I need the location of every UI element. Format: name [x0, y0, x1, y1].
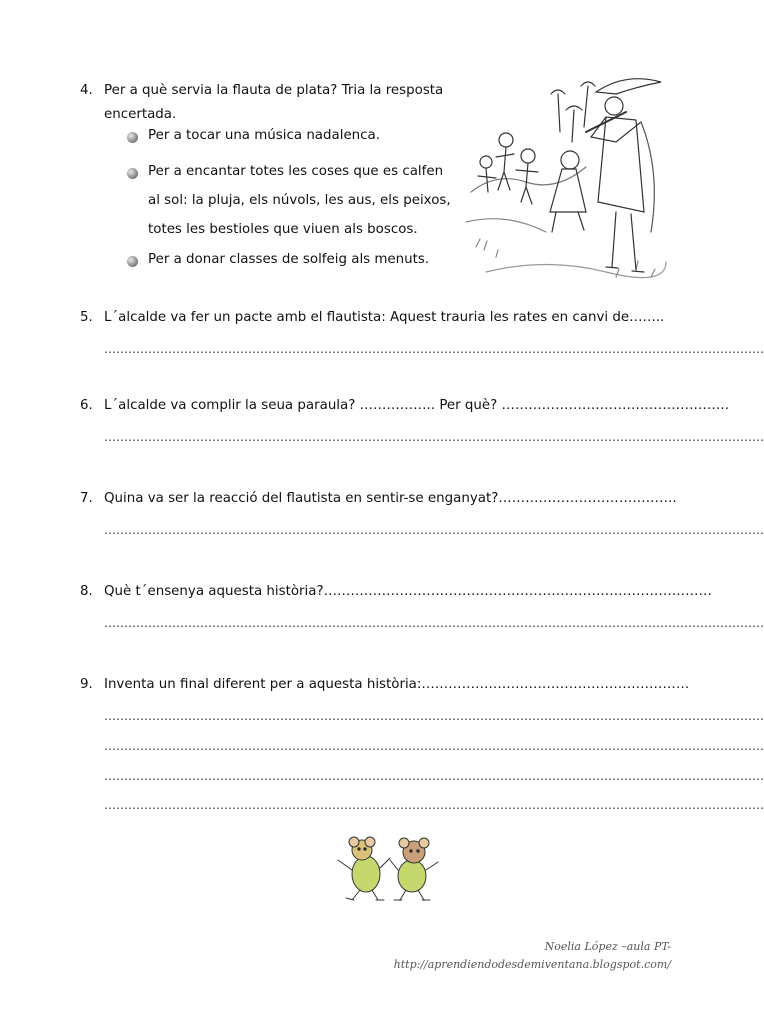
answer-line[interactable]: …………………………………………………………………………………………………………………………………………………	[104, 523, 764, 537]
question-6-text: L´alcalde va complir la seua paraula? …………….. Per què? ……………………………………………	[104, 398, 730, 413]
answer-line[interactable]: …………………………………………………………………………………………………………………………………………………	[104, 342, 764, 356]
question-8-text: Què t´ensenya aquesta història?……………………………………………………………………………	[104, 584, 712, 599]
question-9-number: 9.	[80, 677, 93, 692]
option-1: Per a tocar una música nadalenca.	[148, 128, 380, 143]
bullet-icon	[127, 132, 138, 143]
bullet-icon	[127, 168, 138, 179]
bullet-icon	[127, 256, 138, 267]
question-7-number: 7.	[80, 491, 93, 506]
answer-line[interactable]: …………………………………………………………………………………………………………………………………………………	[104, 769, 764, 783]
footer-author: Noelia López –aula PT-	[544, 940, 671, 953]
option-2-cont2: totes les bestioles que viuen als boscos.	[148, 222, 418, 237]
option-2-cont: al sol: la pluja, els núvols, les aus, els peixos,	[148, 193, 451, 208]
question-8-number: 8.	[80, 584, 93, 599]
question-5-number: 5.	[80, 310, 93, 325]
option-3: Per a donar classes de solfeig als menuts.	[148, 252, 430, 267]
answer-line[interactable]: …………………………………………………………………………………………………………………………………………………	[104, 739, 764, 753]
question-4-text-cont: encertada.	[104, 107, 177, 122]
answer-line[interactable]: …………………………………………………………………………………………………………………………………………………	[104, 430, 764, 444]
question-4-text: Per a què servia la flauta de plata? Tria la resposta	[104, 83, 444, 98]
answer-line[interactable]: …………………………………………………………………………………………………………………………………………………	[104, 616, 764, 630]
answer-line[interactable]: …………………………………………………………………………………………………………………………………………………	[104, 709, 764, 723]
question-6-number: 6.	[80, 398, 93, 413]
dancing-mice-illustration	[332, 834, 444, 904]
question-4-number: 4.	[80, 83, 93, 98]
footer-url[interactable]: http://aprendiendodesdemiventana.blogspot.com/	[393, 958, 671, 971]
pied-piper-illustration	[466, 72, 671, 284]
answer-line[interactable]: …………………………………………………………………………………………………………………………………………………	[104, 798, 764, 812]
question-7-text: Quina va ser la reacció del flautista en sentir-se enganyat?………………………………….	[104, 491, 677, 506]
question-9-text: Inventa un final diferent per a aquesta història:……………………………………………………	[104, 677, 690, 692]
option-2: Per a encantar totes les coses que es calfen	[148, 164, 444, 179]
question-5-text: L´alcalde va fer un pacte amb el flautista: Aquest trauria les rates en canvi de……..	[104, 310, 665, 325]
